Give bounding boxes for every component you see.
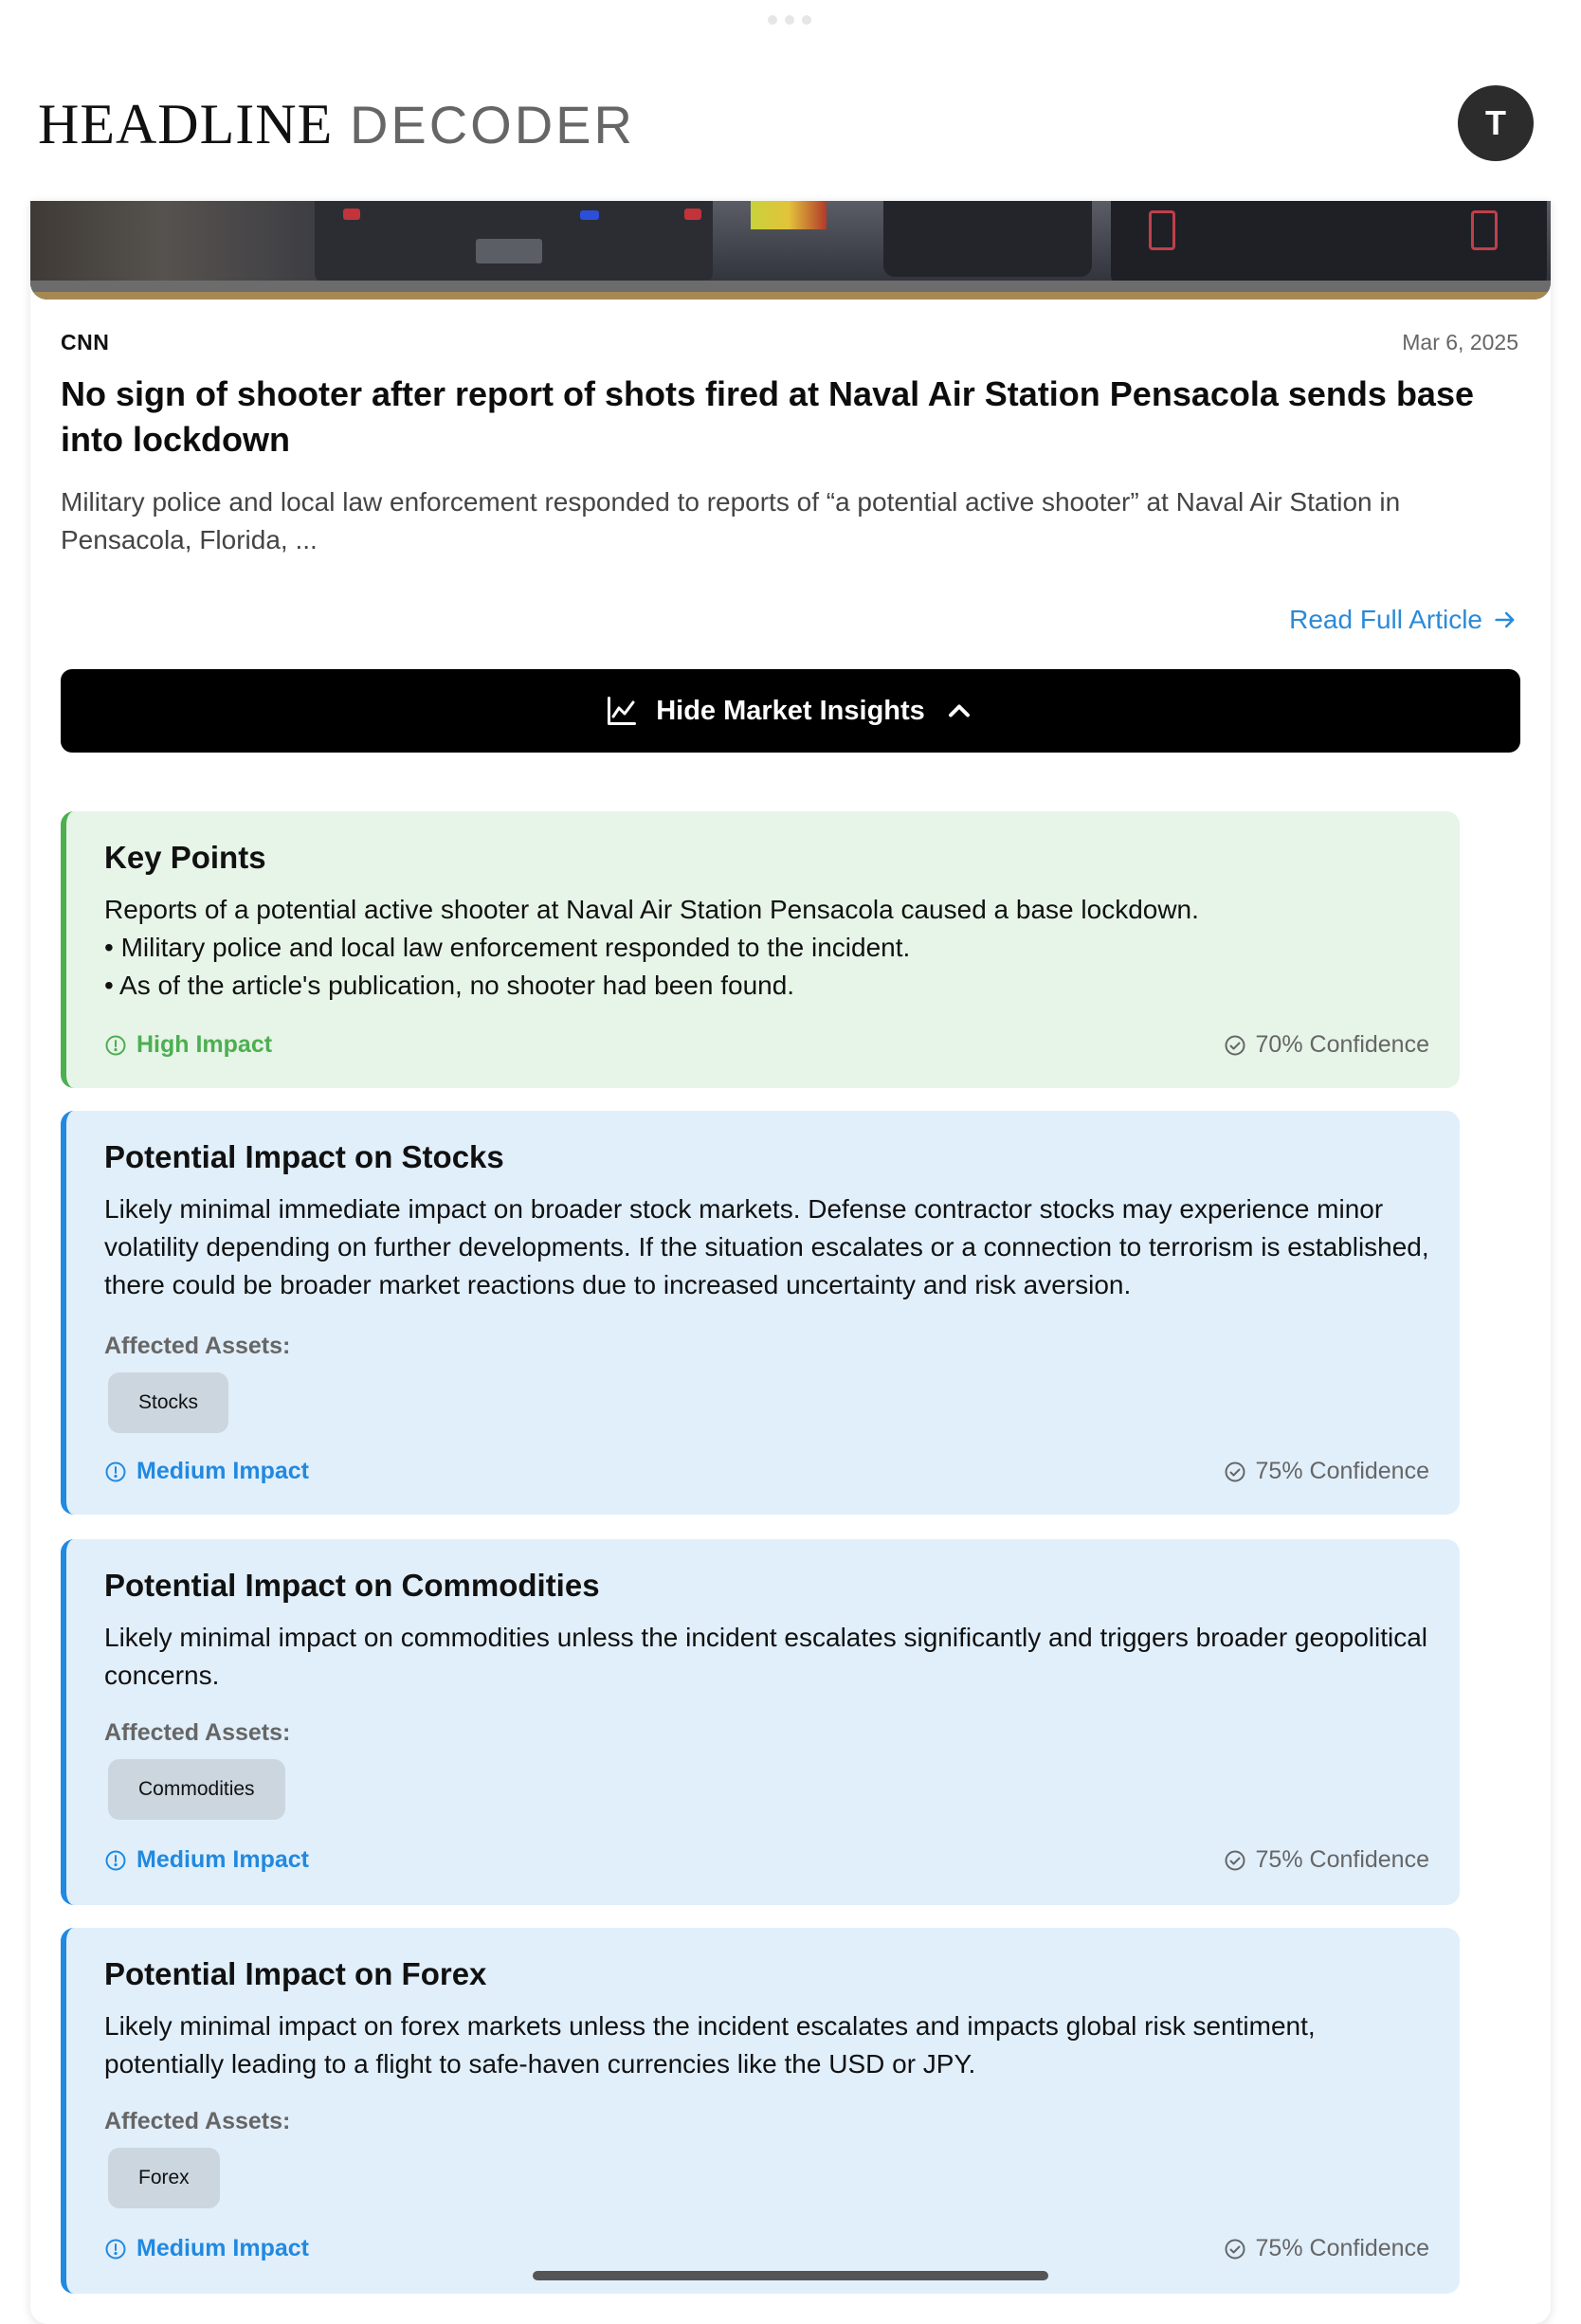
brand-part1: HEADLINE xyxy=(38,93,334,155)
brand-logo[interactable] xyxy=(38,91,635,157)
insight-body: Likely minimal impact on commodities unless the incident escalates significantly and triggers broader geopolitical concerns. xyxy=(104,1623,1428,1690)
insight-card-stocks xyxy=(61,1111,1460,1515)
arrow-right-icon xyxy=(1492,607,1518,633)
check-circle-icon xyxy=(1224,1461,1246,1483)
confidence-label: 75% Confidence xyxy=(1255,1458,1429,1484)
read-full-article-link[interactable] xyxy=(1289,605,1518,635)
check-circle-icon xyxy=(1224,1034,1246,1057)
article-source: CNN xyxy=(61,330,110,354)
user-avatar[interactable]: T xyxy=(1458,85,1534,161)
hide-market-insights-label: Hide Market Insights xyxy=(656,695,925,726)
app-header xyxy=(0,0,1581,201)
insight-title: Potential Impact on Commodities xyxy=(104,1568,600,1603)
impact-label: Medium Impact xyxy=(136,1458,309,1484)
confidence xyxy=(1224,1458,1429,1485)
alert-circle-icon xyxy=(104,1461,127,1483)
confidence xyxy=(1224,1031,1429,1059)
confidence-label: 70% Confidence xyxy=(1255,1031,1429,1058)
insight-body xyxy=(104,891,1431,1005)
alert-circle-icon xyxy=(104,1849,127,1872)
insight-card-forex xyxy=(61,1928,1460,2294)
alert-circle-icon xyxy=(104,1034,127,1057)
impact-level xyxy=(104,1031,272,1059)
brand-part2: DECODER xyxy=(349,95,635,154)
affected-assets-label: Affected Assets: xyxy=(104,2108,291,2134)
impact-label: Medium Impact xyxy=(136,2235,309,2261)
insight-title: Key Points xyxy=(104,840,266,875)
asset-chip-stocks[interactable]: Stocks xyxy=(108,1372,228,1433)
hide-market-insights-button[interactable] xyxy=(61,669,1520,753)
asset-chip-forex[interactable]: Forex xyxy=(108,2148,220,2208)
impact-level xyxy=(104,1846,309,1874)
key-point-line: • As of the article's publication, no shooter had been found. xyxy=(104,971,795,1000)
impact-label: High Impact xyxy=(136,1031,273,1058)
affected-assets-label: Affected Assets: xyxy=(104,1719,291,1746)
insight-body: Likely minimal immediate impact on broader stock markets. Defense contractor stocks may experience minor volatility depending on further developments. If the situation escalates or a connection to terrorism is established, there could be broader market reactions due to increased uncertainty and risk aversion. xyxy=(104,1194,1429,1299)
confidence xyxy=(1224,2235,1429,2262)
confidence-label: 75% Confidence xyxy=(1255,2235,1429,2261)
insight-card-key-points xyxy=(61,811,1460,1088)
insight-body: Likely minimal impact on forex markets unless the incident escalates and impacts global risk sentiment, potentially leading to a flight to safe-haven currencies like the USD or JPY. xyxy=(104,2011,1316,2079)
key-point-line: Reports of a potential active shooter at Naval Air Station Pensacola caused a base lockdown. xyxy=(104,895,1199,924)
asset-chip-commodities[interactable]: Commodities xyxy=(108,1759,285,1820)
read-full-article-label: Read Full Article xyxy=(1289,605,1482,634)
affected-assets-label: Affected Assets: xyxy=(104,1333,291,1359)
line-chart-icon xyxy=(605,694,639,728)
key-point-line: • Military police and local law enforcement responded to the incident. xyxy=(104,933,911,962)
insight-title: Potential Impact on Forex xyxy=(104,1956,487,1991)
article-summary: Military police and local law enforcement responded to reports of “a potential active shooter” at Naval Air Station in Pensacola, Florida, ... xyxy=(61,487,1401,554)
home-indicator[interactable] xyxy=(533,2271,1048,2280)
impact-level xyxy=(104,2235,309,2262)
insight-card-commodities xyxy=(61,1539,1460,1905)
insight-title: Potential Impact on Stocks xyxy=(104,1139,504,1174)
article-title: No sign of shooter after report of shots fired at Naval Air Station Pensacola sends base into lockdown xyxy=(61,374,1474,459)
article-date: Mar 6, 2025 xyxy=(1402,330,1518,354)
impact-level xyxy=(104,1458,309,1485)
check-circle-icon xyxy=(1224,2238,1246,2260)
article-image xyxy=(30,201,1551,300)
alert-circle-icon xyxy=(104,2238,127,2260)
confidence xyxy=(1224,1846,1429,1874)
impact-label: Medium Impact xyxy=(136,1846,309,1873)
confidence-label: 75% Confidence xyxy=(1255,1846,1429,1873)
check-circle-icon xyxy=(1224,1849,1246,1872)
chevron-up-icon xyxy=(942,694,976,728)
